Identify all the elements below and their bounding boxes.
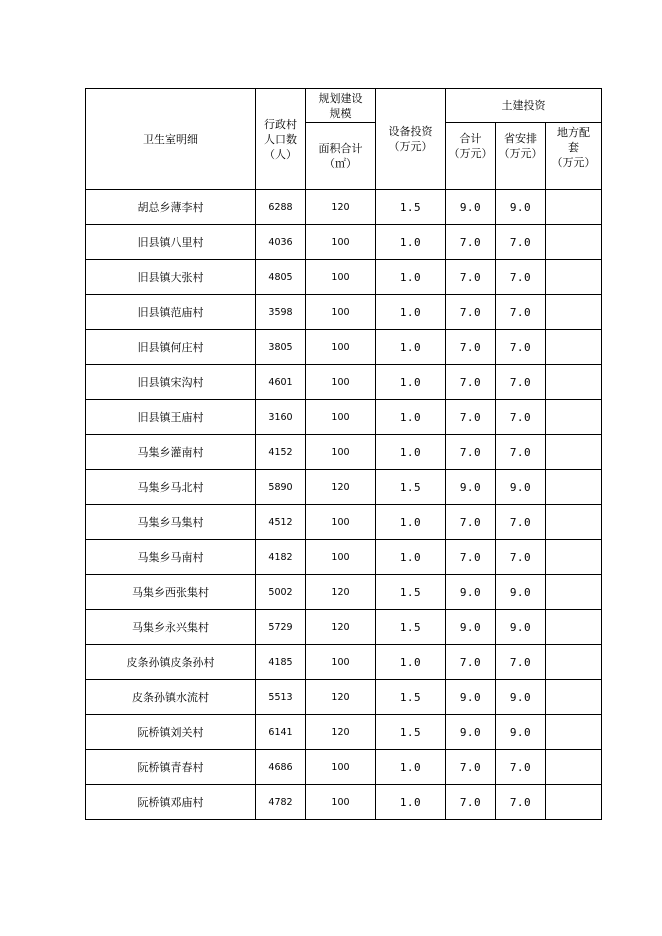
cell-clinic-name: 马集乡灌南村 [86,435,256,470]
cell-province: 7.0 [496,540,546,575]
table-row [86,470,602,505]
cell-total: 9.0 [446,680,496,715]
header-equipment: 设备投资 （万元） [376,89,446,190]
cell-area: 100 [306,540,376,575]
cell-local [546,190,602,225]
cell-total: 7.0 [446,400,496,435]
table-row [86,680,602,715]
cell-province: 7.0 [496,750,546,785]
clinic-investment-table [85,88,602,820]
cell-area: 100 [306,505,376,540]
cell-clinic-name: 皮条孙镇水流村 [86,680,256,715]
cell-clinic-name: 马集乡马南村 [86,540,256,575]
table-row [86,715,602,750]
header-population: 行政村 人口数 （人） [256,89,306,190]
cell-equipment: 1.0 [376,295,446,330]
cell-clinic-name: 胡总乡薄李村 [86,190,256,225]
cell-population: 5513 [256,680,306,715]
cell-total: 9.0 [446,715,496,750]
header-detail: 卫生室明细 [86,89,256,190]
cell-local [546,575,602,610]
table-row [86,505,602,540]
cell-equipment: 1.5 [376,575,446,610]
cell-equipment: 1.0 [376,540,446,575]
cell-total: 7.0 [446,750,496,785]
table-row [86,435,602,470]
cell-clinic-name: 阮桥镇刘关村 [86,715,256,750]
cell-province: 7.0 [496,295,546,330]
cell-total: 7.0 [446,645,496,680]
cell-local [546,680,602,715]
cell-local [546,470,602,505]
cell-population: 4185 [256,645,306,680]
cell-province: 9.0 [496,190,546,225]
table-row [86,295,602,330]
table-row [86,400,602,435]
header-local: 地方配 套 （万元） [546,123,602,190]
cell-area: 100 [306,365,376,400]
cell-equipment: 1.5 [376,470,446,505]
cell-total: 7.0 [446,330,496,365]
cell-local [546,365,602,400]
cell-area: 100 [306,750,376,785]
cell-local [546,750,602,785]
cell-province: 7.0 [496,785,546,820]
cell-province: 9.0 [496,470,546,505]
cell-clinic-name: 皮条孙镇皮条孙村 [86,645,256,680]
table-row [86,750,602,785]
cell-clinic-name: 马集乡西张集村 [86,575,256,610]
cell-equipment: 1.0 [376,260,446,295]
cell-area: 100 [306,785,376,820]
table-row [86,645,602,680]
cell-area: 120 [306,190,376,225]
cell-clinic-name: 旧县镇八里村 [86,225,256,260]
cell-population: 4152 [256,435,306,470]
cell-total: 7.0 [446,260,496,295]
cell-population: 4036 [256,225,306,260]
cell-area: 120 [306,610,376,645]
cell-area: 100 [306,330,376,365]
cell-local [546,645,602,680]
cell-area: 100 [306,260,376,295]
table-row [86,575,602,610]
cell-clinic-name: 马集乡永兴集村 [86,610,256,645]
cell-province: 9.0 [496,715,546,750]
cell-local [546,260,602,295]
cell-area: 100 [306,295,376,330]
cell-clinic-name: 马集乡马集村 [86,505,256,540]
header-total: 合计 （万元） [446,123,496,190]
cell-area: 120 [306,575,376,610]
cell-area: 120 [306,680,376,715]
cell-population: 4805 [256,260,306,295]
cell-population: 4601 [256,365,306,400]
cell-population: 3805 [256,330,306,365]
cell-population: 6288 [256,190,306,225]
cell-total: 7.0 [446,365,496,400]
cell-total: 7.0 [446,225,496,260]
cell-equipment: 1.5 [376,680,446,715]
cell-equipment: 1.0 [376,750,446,785]
header-area: 面积合计 （㎡） [306,123,376,190]
cell-province: 7.0 [496,225,546,260]
cell-population: 6141 [256,715,306,750]
cell-local [546,435,602,470]
cell-total: 9.0 [446,190,496,225]
cell-clinic-name: 阮桥镇青春村 [86,750,256,785]
cell-province: 7.0 [496,645,546,680]
cell-equipment: 1.0 [376,330,446,365]
cell-total: 9.0 [446,575,496,610]
cell-clinic-name: 阮桥镇邓庙村 [86,785,256,820]
cell-clinic-name: 旧县镇宋沟村 [86,365,256,400]
cell-population: 4512 [256,505,306,540]
table-row [86,540,602,575]
cell-area: 120 [306,470,376,505]
cell-area: 100 [306,400,376,435]
cell-total: 9.0 [446,470,496,505]
cell-clinic-name: 旧县镇王庙村 [86,400,256,435]
cell-equipment: 1.5 [376,190,446,225]
cell-total: 7.0 [446,505,496,540]
cell-clinic-name: 旧县镇范庙村 [86,295,256,330]
table-row [86,260,602,295]
cell-local [546,540,602,575]
cell-clinic-name: 旧县镇何庄村 [86,330,256,365]
table-row [86,190,602,225]
cell-province: 7.0 [496,400,546,435]
cell-local [546,715,602,750]
cell-equipment: 1.0 [376,365,446,400]
cell-population: 4686 [256,750,306,785]
header-construction: 土建投资 [446,89,602,123]
cell-equipment: 1.0 [376,435,446,470]
cell-equipment: 1.5 [376,715,446,750]
table-row [86,365,602,400]
cell-equipment: 1.0 [376,785,446,820]
cell-equipment: 1.0 [376,400,446,435]
table-row [86,330,602,365]
header-province: 省安排 （万元） [496,123,546,190]
cell-total: 7.0 [446,540,496,575]
cell-equipment: 1.0 [376,645,446,680]
cell-area: 100 [306,435,376,470]
cell-local [546,225,602,260]
cell-local [546,785,602,820]
cell-area: 120 [306,715,376,750]
table-row [86,610,602,645]
cell-equipment: 1.5 [376,610,446,645]
cell-total: 7.0 [446,435,496,470]
cell-clinic-name: 马集乡马北村 [86,470,256,505]
cell-population: 5002 [256,575,306,610]
cell-equipment: 1.0 [376,505,446,540]
cell-population: 4782 [256,785,306,820]
cell-province: 9.0 [496,610,546,645]
cell-local [546,295,602,330]
cell-province: 7.0 [496,435,546,470]
cell-area: 100 [306,225,376,260]
cell-province: 7.0 [496,365,546,400]
cell-province: 9.0 [496,680,546,715]
cell-population: 3598 [256,295,306,330]
cell-local [546,400,602,435]
cell-local [546,610,602,645]
cell-province: 7.0 [496,505,546,540]
cell-total: 7.0 [446,295,496,330]
cell-province: 9.0 [496,575,546,610]
cell-area: 100 [306,645,376,680]
cell-clinic-name: 旧县镇大张村 [86,260,256,295]
cell-province: 7.0 [496,260,546,295]
cell-province: 7.0 [496,330,546,365]
cell-local [546,330,602,365]
table-row [86,225,602,260]
header-scale: 规划建设 规模 [306,89,376,123]
cell-population: 4182 [256,540,306,575]
table-row [86,785,602,820]
cell-total: 9.0 [446,610,496,645]
cell-population: 3160 [256,400,306,435]
cell-population: 5890 [256,470,306,505]
cell-equipment: 1.0 [376,225,446,260]
cell-population: 5729 [256,610,306,645]
cell-local [546,505,602,540]
cell-total: 7.0 [446,785,496,820]
